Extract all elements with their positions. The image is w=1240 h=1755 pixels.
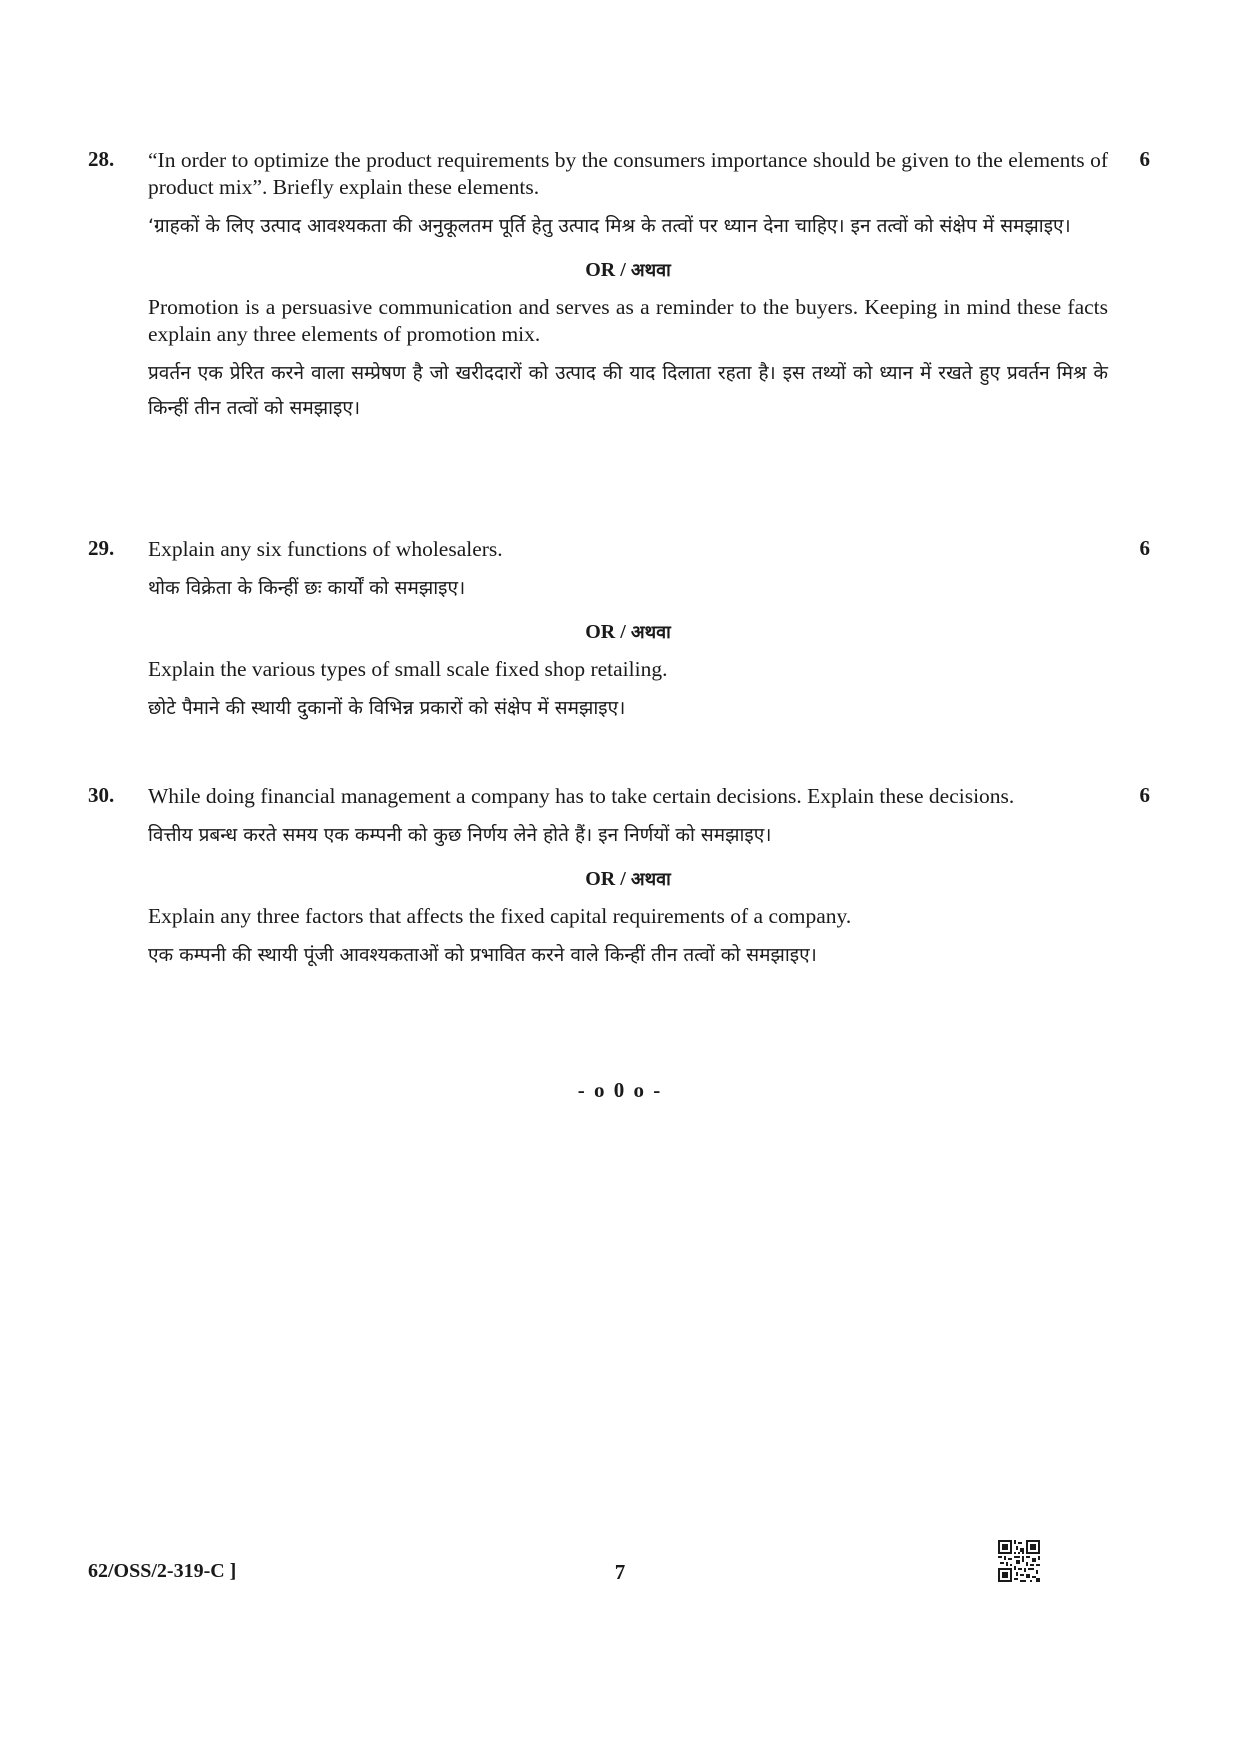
alternate-question-hindi: एक कम्पनी की स्थायी पूंजी आवश्यकताओं को प्रभावित करने वाले किन्हीं तीन तत्वों को समझाइए। — [148, 944, 817, 966]
question-body — [148, 147, 1108, 426]
question-text-hindi: वित्तीय प्रबन्ध करते समय एक कम्पनी को कुछ निर्णय लेने होते हैं। इन निर्णयों को समझाइए। — [148, 824, 772, 846]
or-divider — [148, 620, 1108, 644]
question-30 — [88, 783, 1168, 973]
or-label-hindi: अथवा — [630, 260, 671, 281]
or-label-english: OR / — [585, 868, 631, 890]
question-number: 28. — [88, 147, 115, 171]
alternate-question-hindi: छोटे पैमाने की स्थायी दुकानों के विभिन्न प्रकारों को संक्षेप में समझाइए। — [148, 697, 626, 719]
question-number: 29. — [88, 536, 115, 560]
or-label-english: OR / — [585, 259, 631, 281]
alternate-question-hindi: प्रवर्तन एक प्रेरित करने वाला सम्प्रेषण है जो खरीददारों को उत्पाद की याद दिलाता रहता है। इस तथ्यों को ध्यान में रखते हुए प्रवर्तन मिश्र के किन्हीं तीन तत्वों को समझाइए। — [148, 362, 1108, 419]
alternate-question-english: Promotion is a persuasive communication and serves as a reminder to the buyers. Keeping in mind these facts explain any three elements of promotion mix. — [148, 295, 1108, 346]
question-marks: 6 — [1139, 147, 1150, 171]
or-label-hindi: अथवा — [630, 622, 671, 643]
or-label-hindi: अथवा — [630, 869, 671, 890]
paper-code: 62/OSS/2-319-C ] — [88, 1560, 237, 1582]
question-body — [148, 783, 1108, 973]
question-body — [148, 536, 1108, 726]
qr-code-icon — [998, 1540, 1040, 1582]
or-divider — [148, 258, 1108, 282]
question-marks: 6 — [1139, 783, 1150, 807]
question-text-english: Explain any six functions of wholesalers. — [148, 537, 503, 561]
or-label-english: OR / — [585, 621, 631, 643]
question-text-english: “In order to optimize the product requirements by the consumers importance should be given to the elements of product mix”. Briefly explain these elements. — [148, 148, 1108, 199]
question-29 — [88, 536, 1168, 726]
question-marks: 6 — [1139, 536, 1150, 560]
question-text-hindi: ‘ग्राहकों के लिए उत्पाद आवश्यकता की अनुकूलतम पूर्ति हेतु उत्पाद मिश्र के तत्वों पर ध्यान देना चाहिए। इन तत्वों को संक्षेप में समझाइए। — [148, 215, 1071, 237]
end-of-paper-mark: - o 0 o - — [577, 1078, 663, 1102]
alternate-question-english: Explain any three factors that affects the fixed capital requirements of a company. — [148, 904, 852, 928]
question-text-english: While doing financial management a company has to take certain decisions. Explain these decisions. — [148, 784, 1015, 808]
or-divider — [148, 867, 1108, 891]
page-number: 7 — [614, 1560, 626, 1584]
question-28 — [88, 147, 1168, 426]
question-text-hindi: थोक विक्रेता के किन्हीं छः कार्यों को समझाइए। — [148, 577, 466, 599]
question-number: 30. — [88, 783, 115, 807]
alternate-question-english: Explain the various types of small scale fixed shop retailing. — [148, 657, 668, 681]
